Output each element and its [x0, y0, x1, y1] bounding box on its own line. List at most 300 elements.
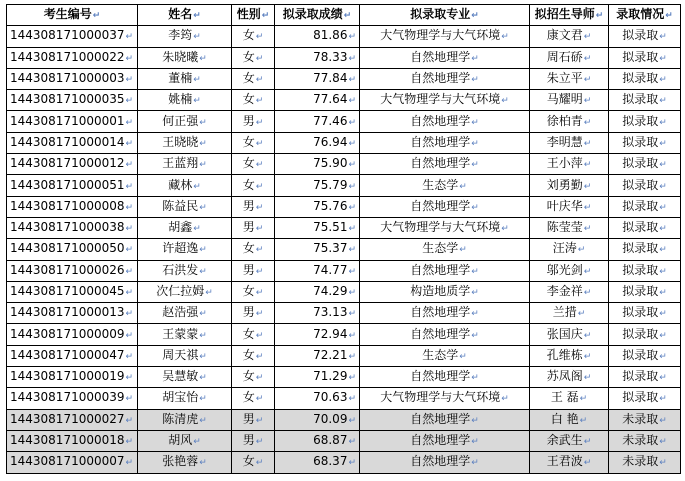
status-cell [609, 90, 681, 111]
paragraph-mark-icon: ↵ [348, 160, 356, 171]
student-id-cell-text: 144308171000019 [10, 369, 125, 384]
major-cell-text: 自然地理学 [410, 156, 471, 171]
score-cell [275, 409, 360, 430]
paragraph-mark-icon: ↵ [255, 75, 264, 86]
gender-cell-text: 女 [242, 49, 255, 64]
tutor-cell-text: 李明慧 [546, 134, 583, 149]
major-cell [360, 175, 530, 196]
name-cell [138, 175, 232, 196]
paragraph-mark-icon: ↵ [255, 437, 264, 448]
score-cell [275, 217, 360, 238]
paragraph-mark-icon: ↵ [199, 415, 207, 426]
status-cell [609, 303, 681, 324]
status-cell-text: 拟录取 [622, 284, 659, 298]
paragraph-mark-icon: ↵ [125, 330, 134, 341]
gender-cell [232, 324, 275, 345]
name-cell-text: 李筠 [168, 28, 193, 43]
paragraph-mark-icon: ↵ [199, 309, 207, 320]
student-id-cell-text: 144308171000037 [10, 28, 125, 43]
name-cell [138, 111, 232, 132]
paragraph-mark-icon: ↵ [583, 96, 592, 107]
paragraph-mark-icon: ↵ [577, 309, 586, 320]
gender-cell-text: 女 [242, 369, 255, 384]
status-cell [609, 111, 681, 132]
gender-cell-text: 男 [242, 113, 255, 128]
status-cell-text: 拟录取 [622, 134, 659, 149]
gender-cell [232, 196, 275, 217]
major-cell [360, 388, 530, 409]
student-id-cell-text: 144308171000035 [10, 92, 125, 107]
tutor-cell [530, 154, 609, 175]
paragraph-mark-icon: ↵ [348, 96, 356, 107]
gender-cell-text: 女 [242, 28, 255, 43]
status-cell [609, 217, 681, 238]
major-cell-text: 自然地理学 [410, 411, 471, 426]
name-cell-text: 朱晓曦 [162, 49, 199, 64]
tutor-cell [530, 47, 609, 68]
major-cell [360, 260, 530, 281]
status-cell-text: 拟录取 [622, 347, 659, 362]
status-cell-text: 拟录取 [622, 198, 659, 213]
paragraph-mark-icon: ↵ [583, 288, 592, 298]
paragraph-mark-icon: ↵ [659, 330, 667, 341]
paragraph-mark-icon: ↵ [659, 373, 667, 384]
paragraph-mark-icon: ↵ [471, 117, 479, 128]
gender-cell-text: 男 [242, 411, 255, 426]
gender-cell [232, 430, 275, 451]
paragraph-mark-icon: ↵ [659, 351, 667, 362]
gender-cell-text: 女 [242, 241, 255, 256]
gender-cell-text: 女 [242, 326, 255, 341]
score-cell [275, 175, 360, 196]
score-cell-text: 76.94 [313, 134, 348, 149]
paragraph-mark-icon: ↵ [255, 96, 264, 107]
gender-cell [232, 217, 275, 238]
score-cell [275, 47, 360, 68]
name-cell-text: 许超逸 [162, 241, 199, 256]
score-cell-text: 71.29 [313, 369, 348, 384]
paragraph-mark-icon: ↵ [199, 330, 207, 341]
paragraph-mark-icon: ↵ [659, 32, 667, 43]
status-cell [609, 154, 681, 175]
status-cell-text: 拟录取 [622, 241, 659, 256]
gender-cell [232, 281, 275, 302]
name-cell [138, 409, 232, 430]
score-cell-text: 73.13 [313, 305, 348, 320]
table-row [7, 90, 681, 111]
status-cell [609, 260, 681, 281]
score-cell [275, 260, 360, 281]
student-id-cell-text: 144308171000012 [10, 156, 125, 171]
paragraph-mark-icon: ↵ [125, 32, 134, 43]
paragraph-mark-icon: ↵ [583, 160, 592, 171]
score-cell-text: 68.37 [313, 454, 348, 469]
paragraph-mark-icon: ↵ [125, 75, 134, 86]
name-cell [138, 217, 232, 238]
student-id-cell [7, 239, 138, 260]
table-body [7, 26, 681, 473]
status-cell-text: 未录取 [622, 433, 659, 448]
tutor-cell-text: 余武生 [546, 433, 583, 448]
status-cell [609, 175, 681, 196]
paragraph-mark-icon: ↵ [255, 373, 264, 384]
gender-cell [232, 303, 275, 324]
gender-cell [232, 388, 275, 409]
status-cell-text: 拟录取 [622, 390, 659, 405]
major-cell [360, 345, 530, 366]
major-cell [360, 281, 530, 302]
paragraph-mark-icon: ↵ [471, 330, 479, 341]
paragraph-mark-icon: ↵ [193, 75, 201, 86]
status-cell-text: 拟录取 [622, 369, 659, 384]
status-cell-text: 拟录取 [622, 113, 659, 128]
paragraph-mark-icon: ↵ [125, 117, 134, 128]
name-cell-text: 姚楠 [168, 92, 193, 107]
student-id-cell [7, 26, 138, 47]
student-id-cell-text: 144308171000045 [10, 284, 125, 298]
major-cell-text: 自然地理学 [410, 369, 471, 384]
score-cell [275, 281, 360, 302]
paragraph-mark-icon: ↵ [659, 96, 667, 107]
major-cell-text: 自然地理学 [410, 326, 471, 341]
status-cell [609, 324, 681, 345]
paragraph-mark-icon: ↵ [583, 202, 592, 213]
paragraph-mark-icon: ↵ [125, 245, 134, 256]
gender-cell-text: 女 [242, 390, 255, 405]
student-id-cell [7, 303, 138, 324]
table-row [7, 281, 681, 302]
paragraph-mark-icon: ↵ [348, 458, 356, 469]
tutor-cell [530, 132, 609, 153]
student-id-cell-text: 144308171000008 [10, 198, 125, 213]
paragraph-mark-icon: ↵ [193, 224, 201, 235]
status-cell-text: 拟录取 [622, 305, 659, 320]
table-row [7, 345, 681, 366]
paragraph-mark-icon: ↵ [255, 32, 264, 43]
score-cell [275, 430, 360, 451]
student-id-cell-text: 144308171000022 [10, 49, 125, 64]
paragraph-mark-icon: ↵ [348, 330, 356, 341]
status-cell-text: 拟录取 [622, 326, 659, 341]
paragraph-mark-icon: ↵ [193, 437, 201, 448]
student-id-cell [7, 47, 138, 68]
paragraph-mark-icon: ↵ [659, 160, 667, 171]
table-row [7, 409, 681, 430]
student-id-cell [7, 281, 138, 302]
table-row [7, 303, 681, 324]
tutor-cell [530, 26, 609, 47]
gender-cell [232, 154, 275, 175]
table-row [7, 452, 681, 473]
major-cell [360, 68, 530, 89]
score-cell [275, 239, 360, 260]
table-row [7, 26, 681, 47]
tutor-cell-text: 白 艳 [550, 411, 579, 426]
paragraph-mark-icon: ↵ [659, 288, 667, 298]
name-cell-text: 藏林 [168, 177, 193, 192]
paragraph-mark-icon: ↵ [255, 138, 264, 149]
gender-cell-text: 女 [242, 454, 255, 469]
major-cell-text: 大气物理学与大气环境 [380, 220, 501, 235]
paragraph-mark-icon: ↵ [199, 160, 207, 171]
paragraph-mark-icon: ↵ [348, 288, 356, 298]
gender-cell [232, 47, 275, 68]
paragraph-mark-icon: ↵ [125, 266, 134, 277]
gender-cell-text: 女 [242, 156, 255, 171]
paragraph-mark-icon: ↵ [348, 309, 356, 320]
major-cell [360, 239, 530, 260]
paragraph-mark-icon: ↵ [125, 138, 134, 149]
paragraph-mark-icon: ↵ [577, 245, 586, 256]
student-id-cell [7, 409, 138, 430]
name-cell [138, 26, 232, 47]
paragraph-mark-icon: ↵ [659, 75, 667, 86]
tutor-cell-text: 苏凤阁 [546, 369, 583, 384]
paragraph-mark-icon: ↵ [348, 266, 356, 277]
tutor-cell-text: 汪涛 [552, 241, 577, 256]
status-cell [609, 26, 681, 47]
paragraph-mark-icon: ↵ [659, 181, 667, 192]
student-id-cell-text: 144308171000001 [10, 113, 125, 128]
major-cell [360, 90, 530, 111]
major-cell-text: 自然地理学 [410, 113, 471, 128]
major-cell [360, 303, 530, 324]
paragraph-mark-icon: ↵ [348, 117, 356, 128]
paragraph-mark-icon: ↵ [348, 415, 356, 426]
paragraph-mark-icon: ↵ [659, 53, 667, 64]
tutor-cell-text: 周石硚 [546, 49, 583, 64]
gender-cell [232, 26, 275, 47]
score-cell [275, 90, 360, 111]
status-cell-text: 未录取 [622, 411, 659, 426]
major-cell [360, 452, 530, 473]
paragraph-mark-icon: ↵ [659, 245, 667, 256]
paragraph-mark-icon: ↵ [348, 437, 356, 448]
paragraph-mark-icon: ↵ [459, 181, 467, 192]
gender-cell-text: 男 [242, 305, 255, 320]
table-row [7, 217, 681, 238]
major-cell [360, 430, 530, 451]
paragraph-mark-icon: ↵ [459, 245, 467, 256]
major-cell [360, 111, 530, 132]
student-id-cell [7, 217, 138, 238]
major-cell-text: 自然地理学 [410, 305, 471, 320]
paragraph-mark-icon: ↵ [125, 437, 134, 448]
paragraph-mark-icon: ↵ [659, 117, 667, 128]
major-cell-text: 大气物理学与大气环境 [380, 92, 501, 107]
major-cell [360, 47, 530, 68]
paragraph-mark-icon: ↵ [501, 224, 509, 235]
name-cell-text: 次仁拉姆 [156, 284, 205, 298]
paragraph-mark-icon: ↵ [125, 96, 134, 107]
table-row [7, 111, 681, 132]
status-cell [609, 281, 681, 302]
score-cell [275, 324, 360, 345]
name-cell-text: 胡风 [168, 433, 193, 448]
name-cell [138, 154, 232, 175]
tutor-cell [530, 239, 609, 260]
paragraph-mark-icon: ↵ [125, 160, 134, 171]
tutor-cell [530, 68, 609, 89]
paragraph-mark-icon: ↵ [659, 309, 667, 320]
tutor-cell-text: 康文君 [546, 28, 583, 43]
status-cell [609, 388, 681, 409]
score-cell [275, 452, 360, 473]
paragraph-mark-icon: ↵ [583, 330, 592, 341]
paragraph-mark-icon: ↵ [199, 138, 207, 149]
student-id-cell [7, 260, 138, 281]
paragraph-mark-icon: ↵ [255, 415, 264, 426]
score-cell-text: 77.46 [313, 113, 348, 128]
paragraph-mark-icon: ↵ [471, 138, 479, 149]
student-id-cell [7, 430, 138, 451]
name-cell [138, 260, 232, 281]
paragraph-mark-icon: ↵ [255, 181, 264, 192]
paragraph-mark-icon: ↵ [583, 437, 592, 448]
paragraph-mark-icon: ↵ [583, 32, 592, 43]
student-id-cell [7, 388, 138, 409]
paragraph-mark-icon: ↵ [199, 53, 207, 64]
paragraph-mark-icon: ↵ [583, 53, 592, 64]
gender-cell [232, 409, 275, 430]
paragraph-mark-icon: ↵ [471, 160, 479, 171]
score-cell-text: 75.76 [313, 198, 348, 213]
paragraph-mark-icon: ↵ [348, 32, 356, 43]
name-cell-text: 张艳蓉 [162, 454, 199, 469]
score-cell-text: 75.51 [313, 220, 348, 235]
paragraph-mark-icon: ↵ [255, 330, 264, 341]
tutor-cell [530, 324, 609, 345]
paragraph-mark-icon: ↵ [348, 373, 356, 384]
paragraph-mark-icon: ↵ [255, 458, 264, 469]
paragraph-mark-icon: ↵ [199, 373, 207, 384]
status-cell [609, 239, 681, 260]
student-id-cell-text: 144308171000018 [10, 433, 125, 448]
major-cell-text: 自然地理学 [410, 198, 471, 213]
paragraph-mark-icon: ↵ [348, 351, 356, 362]
gender-cell-text: 女 [242, 134, 255, 149]
tutor-cell [530, 367, 609, 388]
table-row [7, 47, 681, 68]
paragraph-mark-icon: ↵ [255, 160, 264, 171]
tutor-cell-text: 李金祥 [546, 284, 583, 298]
paragraph-mark-icon: ↵ [471, 53, 479, 64]
status-cell [609, 132, 681, 153]
student-id-cell-text: 144308171000026 [10, 262, 125, 277]
gender-cell-text: 男 [242, 262, 255, 277]
student-id-cell-text: 144308171000014 [10, 134, 125, 149]
tutor-cell-text: 刘勇勤 [546, 177, 583, 192]
major-cell-text: 大气物理学与大气环境 [380, 28, 501, 43]
student-id-cell [7, 452, 138, 473]
name-cell [138, 388, 232, 409]
major-cell [360, 367, 530, 388]
major-cell [360, 196, 530, 217]
student-id-cell-text: 144308171000038 [10, 220, 125, 235]
score-cell-text: 77.84 [313, 71, 348, 86]
score-cell [275, 26, 360, 47]
score-cell-text: 72.21 [313, 347, 348, 362]
status-cell-text: 拟录取 [622, 156, 659, 171]
gender-cell [232, 90, 275, 111]
status-cell [609, 409, 681, 430]
major-cell-text: 生态学 [422, 241, 459, 256]
paragraph-mark-icon: ↵ [199, 202, 207, 213]
gender-cell [232, 111, 275, 132]
student-id-cell-text: 144308171000027 [10, 411, 125, 426]
tutor-cell [530, 345, 609, 366]
status-cell-text: 未录取 [622, 454, 659, 469]
name-cell [138, 367, 232, 388]
score-cell-text: 77.64 [313, 92, 348, 107]
paragraph-mark-icon: ↵ [255, 224, 264, 235]
paragraph-mark-icon: ↵ [125, 53, 134, 64]
table-row [7, 196, 681, 217]
student-id-cell-text: 144308171000039 [10, 390, 125, 405]
paragraph-mark-icon: ↵ [199, 458, 207, 469]
tutor-cell-text: 孔维栋 [546, 347, 583, 362]
table-row [7, 388, 681, 409]
name-cell-text: 石洪发 [162, 262, 199, 277]
tutor-cell [530, 303, 609, 324]
name-cell-text: 胡宝怡 [162, 390, 199, 405]
status-cell [609, 452, 681, 473]
paragraph-mark-icon: ↵ [659, 202, 667, 213]
paragraph-mark-icon: ↵ [193, 32, 201, 43]
paragraph-mark-icon: ↵ [659, 266, 667, 277]
name-cell-text: 陈益民 [162, 198, 199, 213]
paragraph-mark-icon: ↵ [125, 202, 134, 213]
major-cell [360, 154, 530, 175]
paragraph-mark-icon: ↵ [471, 437, 479, 448]
tutor-cell-text: 叶庆华 [546, 198, 583, 213]
paragraph-mark-icon: ↵ [471, 266, 479, 277]
paragraph-mark-icon: ↵ [471, 202, 479, 213]
major-cell-text: 自然地理学 [410, 71, 471, 86]
student-id-cell [7, 111, 138, 132]
name-cell-text: 王晓晓 [162, 134, 199, 149]
status-cell [609, 196, 681, 217]
name-cell [138, 281, 232, 302]
student-id-cell [7, 324, 138, 345]
score-cell [275, 68, 360, 89]
header-row [7, 5, 681, 26]
paragraph-mark-icon: ↵ [125, 309, 134, 320]
name-cell [138, 47, 232, 68]
tutor-cell [530, 196, 609, 217]
gender-cell-text: 女 [242, 92, 255, 107]
score-cell-text: 74.29 [313, 284, 348, 298]
name-cell-text: 赵浩强 [162, 305, 199, 320]
header-cell: 录取情况↵ [609, 5, 681, 26]
major-cell-text: 自然地理学 [410, 49, 471, 64]
status-cell-text: 拟录取 [622, 92, 659, 107]
gender-cell-text: 女 [242, 347, 255, 362]
paragraph-mark-icon: ↵ [125, 351, 134, 362]
tutor-cell [530, 409, 609, 430]
paragraph-mark-icon: ↵ [659, 415, 667, 426]
major-cell-text: 自然地理学 [410, 454, 471, 469]
status-cell [609, 367, 681, 388]
table-row [7, 260, 681, 281]
score-cell-text: 75.37 [313, 241, 348, 256]
major-cell-text: 自然地理学 [410, 134, 471, 149]
paragraph-mark-icon: ↵ [348, 75, 356, 86]
tutor-cell-text: 兰措 [552, 305, 577, 320]
paragraph-mark-icon: ↵ [348, 394, 356, 405]
name-cell-text: 周天祺 [162, 347, 199, 362]
status-cell [609, 345, 681, 366]
